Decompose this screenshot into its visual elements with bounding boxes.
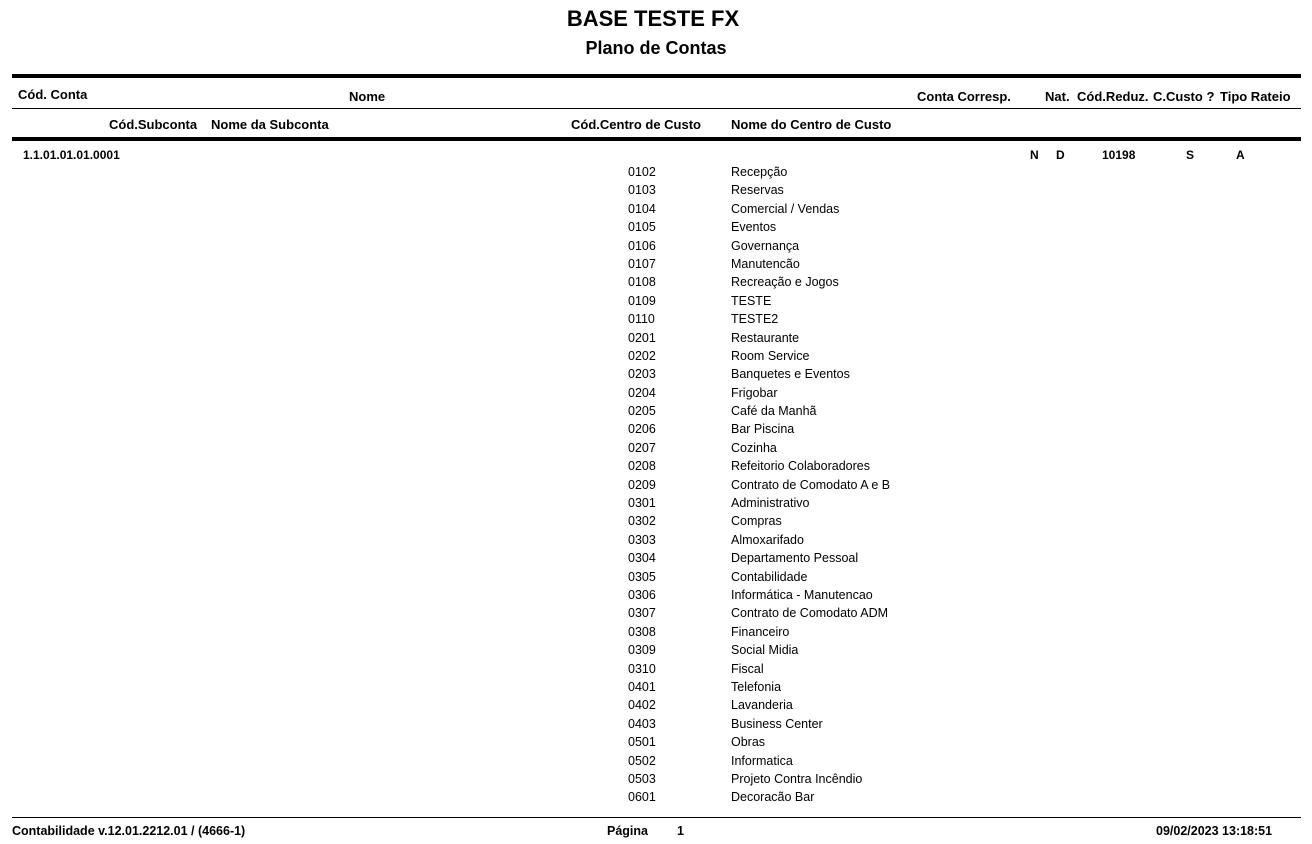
cost-center-code: 0207 [628, 440, 656, 455]
header-separator [12, 108, 1301, 109]
cost-center-row [0, 680, 1312, 698]
cost-center-row [0, 257, 1312, 275]
cost-center-row [0, 349, 1312, 367]
col-header-conta-corresp: Conta Corresp. [917, 89, 1011, 104]
cost-center-name: Financeiro [731, 624, 790, 639]
cost-center-name: Contrato de Comodato A e B [731, 477, 891, 492]
cost-center-name: Eventos [731, 220, 777, 235]
col-header-nome-subconta: Nome da Subconta [211, 117, 329, 132]
cost-center-name: Recepção [731, 165, 788, 179]
col-header-cod-centro-custo: Cód.Centro de Custo [571, 117, 701, 132]
cost-center-row [0, 294, 1312, 312]
cost-center-code: 0502 [628, 753, 656, 768]
cost-center-row [0, 367, 1312, 385]
cost-center-name: Reservas [731, 183, 784, 198]
cost-center-code: 0104 [628, 201, 656, 216]
cost-center-code: 0108 [628, 275, 656, 290]
cost-center-code: 0301 [628, 496, 656, 511]
cost-center-code: 0601 [628, 790, 656, 805]
cost-center-name: Cozinha [731, 440, 777, 455]
cost-center-row [0, 422, 1312, 440]
cost-center-row [0, 643, 1312, 661]
cost-center-name: Informatica [731, 753, 793, 768]
cost-center-row [0, 275, 1312, 293]
footer-app-version: Contabilidade v.12.01.2212.01 / (4666-1) [12, 824, 246, 838]
cost-center-code: 0110 [628, 312, 655, 327]
cost-center-name: Social Midia [731, 643, 799, 658]
cost-center-row [0, 698, 1312, 716]
cost-center-code: 0206 [628, 422, 656, 437]
cost-center-code: 0201 [628, 330, 656, 345]
cost-center-code: 0106 [628, 238, 656, 253]
cost-center-row [0, 496, 1312, 514]
cost-center-code: 0501 [628, 735, 656, 750]
cost-center-row [0, 570, 1312, 588]
cost-center-row [0, 625, 1312, 643]
cost-center-row [0, 459, 1312, 477]
cost-center-row [0, 717, 1312, 735]
cost-center-name: TESTE2 [731, 312, 779, 327]
cost-center-name: Lavanderia [731, 698, 793, 713]
cost-center-row [0, 312, 1312, 330]
cost-center-code: 0307 [628, 606, 656, 621]
cost-center-list [0, 165, 1312, 809]
account-flag-n: N [1030, 148, 1039, 162]
cost-center-code: 0310 [628, 661, 656, 676]
cost-center-name: Frigobar [731, 385, 778, 400]
cost-center-name: Manutencão [731, 256, 800, 271]
cost-center-row [0, 551, 1312, 569]
account-cod-reduz: 10198 [1102, 148, 1136, 162]
cost-center-code: 0103 [628, 183, 656, 198]
cost-center-row [0, 772, 1312, 790]
cost-center-row [0, 754, 1312, 772]
cost-center-name: Comercial / Vendas [731, 201, 840, 216]
cost-center-name: Contabilidade [731, 569, 808, 584]
cost-center-row [0, 662, 1312, 680]
cost-center-row [0, 441, 1312, 459]
footer-datetime: 09/02/2023 13:18:51 [1156, 824, 1273, 838]
report-title: BASE TESTE FX [566, 6, 740, 31]
cost-center-code: 0205 [628, 404, 656, 419]
cost-center-name: Governança [731, 238, 800, 253]
cost-center-code: 0305 [628, 569, 656, 584]
cost-center-name: Business Center [731, 716, 823, 731]
cost-center-row [0, 331, 1312, 349]
cost-center-name: Departamento Pessoal [731, 551, 859, 566]
footer-page-number: 1 [677, 824, 684, 838]
cost-center-row [0, 533, 1312, 551]
col-header-nome: Nome [349, 89, 386, 104]
header-top-rule [12, 74, 1301, 78]
cost-center-name: TESTE [731, 293, 772, 308]
cost-center-code: 0304 [628, 551, 656, 566]
cost-center-name: Administrativo [731, 496, 810, 511]
cost-center-code: 0401 [628, 679, 656, 694]
cost-center-row [0, 588, 1312, 606]
cost-center-code: 0202 [628, 348, 656, 363]
cost-center-code: 0109 [628, 293, 656, 308]
cost-center-name: Contrato de Comodato ADM [731, 606, 889, 621]
col-header-cod-reduz: Cód.Reduz. [1077, 89, 1149, 104]
cost-center-name: Restaurante [731, 330, 800, 345]
cost-center-code: 0203 [628, 367, 656, 382]
cost-center-code: 0107 [628, 256, 656, 271]
cost-center-code: 0308 [628, 624, 656, 639]
col-header-nome-centro-custo: Nome do Centro de Custo [731, 117, 892, 132]
cost-center-row [0, 735, 1312, 753]
cost-center-name: Recreação e Jogos [731, 275, 839, 290]
cost-center-row [0, 514, 1312, 532]
account-c-custo: S [1186, 148, 1195, 162]
col-header-cod-conta: Cód. Conta [18, 87, 88, 102]
cost-center-name: Room Service [731, 348, 810, 363]
cost-center-code: 0209 [628, 477, 656, 492]
cost-center-code: 0309 [628, 643, 656, 658]
cost-center-row [0, 606, 1312, 624]
cost-center-row [0, 165, 1312, 183]
cost-center-row [0, 478, 1312, 496]
cost-center-code: 0403 [628, 716, 656, 731]
cost-center-code: 0503 [628, 771, 656, 786]
cost-center-code: 0303 [628, 532, 656, 547]
cost-center-name: Projeto Contra Incêndio [731, 771, 863, 786]
col-header-cod-subconta: Cód.Subconta [109, 117, 198, 132]
cost-center-name: Banquetes e Eventos [731, 367, 850, 382]
cost-center-name: Bar Piscina [731, 422, 795, 437]
col-header-nat: Nat. [1045, 89, 1070, 104]
cost-center-name: Fiscal [731, 661, 764, 676]
cost-center-row [0, 239, 1312, 257]
cost-center-code: 0102 [628, 165, 656, 179]
cost-center-row [0, 386, 1312, 404]
cost-center-row [0, 790, 1312, 808]
account-code: 1.1.01.01.01.0001 [23, 148, 120, 162]
report-subtitle: Plano de Contas [585, 38, 727, 58]
cost-center-name: Compras [731, 514, 782, 529]
cost-center-name: Obras [731, 735, 766, 750]
col-header-c-custo: C.Custo ? [1153, 89, 1215, 104]
cost-center-name: Informática - Manutencao [731, 587, 873, 602]
footer-page-label: Página [607, 824, 648, 838]
cost-center-row [0, 404, 1312, 422]
cost-center-row [0, 220, 1312, 238]
cost-center-row [0, 202, 1312, 220]
col-header-tipo-rateio: Tipo Rateio [1220, 89, 1291, 104]
footer-rule [12, 817, 1301, 818]
cost-center-code: 0204 [628, 385, 656, 400]
cost-center-code: 0208 [628, 459, 656, 474]
cost-center-name: Refeitorio Colaboradores [731, 459, 870, 474]
cost-center-name: Telefonia [731, 679, 782, 694]
cost-center-name: Decoracão Bar [731, 790, 815, 805]
account-tipo-rateio: A [1236, 148, 1245, 162]
header-bottom-rule [12, 137, 1301, 141]
cost-center-name: Almoxarifado [731, 532, 804, 547]
cost-center-code: 0105 [628, 220, 656, 235]
cost-center-code: 0306 [628, 587, 656, 602]
cost-center-name: Café da Manhã [731, 404, 817, 419]
account-nat: D [1056, 148, 1065, 162]
cost-center-code: 0302 [628, 514, 656, 529]
cost-center-row [0, 183, 1312, 201]
cost-center-code: 0402 [628, 698, 656, 713]
